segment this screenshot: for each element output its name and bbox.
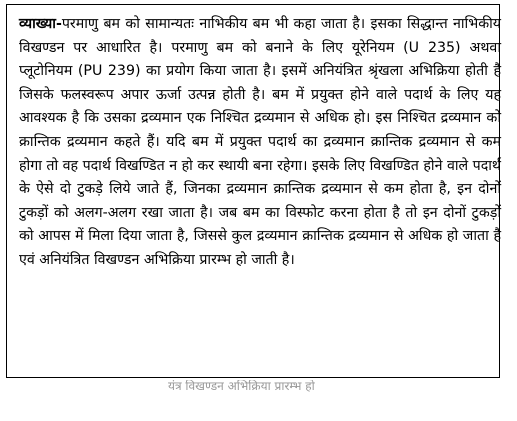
explanation-paragraph [19, 13, 501, 273]
bleed-through-text: यंत्र विखण्डन अभिक्रिया प्रारम्भ हो [168, 380, 315, 392]
text-box [6, 4, 500, 378]
explanation-label: व्याख्या- [19, 16, 62, 32]
explanation-body: परमाणु बम को सामान्यतः नाभिकीय बम भी कहा जाता है। इसका सिद्धान्त नाभिकीय विखण्डन पर आधारित है। परमाणु बम को बनाने के लिए यूरेनियम (U 235) अथवा प्लूटोनियम (PU 239) का प्रयोग किया जाता है। इसमें अनियंत्रित श्रृंखला अभिक्रिया होती है जिसके फलस्वरूप अपार ऊर्जा उत्पन्न होती है। बम में प्रयुक्त होने वाले पदार्थ के लिए यह आवश्यक है कि उसका द्रव्यमान एक निश्चित द्रव्यमान से अधिक हो। इस निश्चित द्रव्यमान को क्रान्तिक द्रव्यमान कहते हैं। यदि बम में प्रयुक्त पदार्थ का द्रव्यमान क्रान्तिक द्रव्यमान से कम होगा तो वह पदार्थ विखण्डित न हो कर स्थायी बना रहेगा। इसके लिए विखण्डित होने वाले पदार्थ के ऐसे दो टुकड़े लिये जाते हैं, जिनका द्रव्यमान क्रान्तिक द्रव्यमान से कम होता है, इन दोनों टुकड़ों को अलग-अलग रखा जाता है। जब बम का विस्फोट करना होता है तो इन दोनों टुकड़ों को आपस में मिला दिया जाता है, जिससे कुल द्रव्यमान क्रान्तिक द्रव्यमान से अधिक हो जाता है एवं अनियंत्रित विखण्डन अभिक्रिया प्रारम्भ हो जाती है। [19, 16, 501, 268]
